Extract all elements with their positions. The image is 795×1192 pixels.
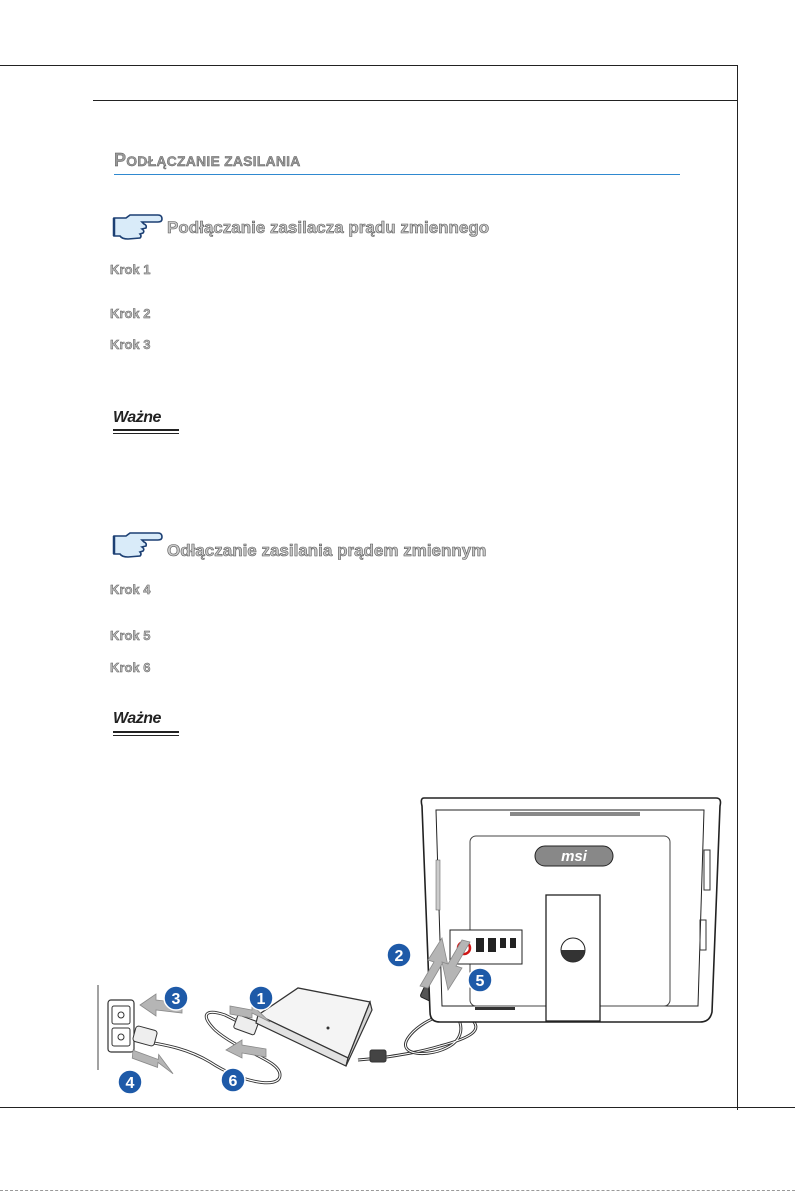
svg-text:1: 1 <box>256 991 266 1008</box>
important-note-1-rule <box>113 429 179 431</box>
step-1-label: Krok 1 <box>110 262 151 277</box>
svg-text:6: 6 <box>228 1073 238 1090</box>
section-title-rest: ODŁĄCZANIE ZASILANIA <box>126 153 301 169</box>
svg-text:4: 4 <box>125 1075 135 1092</box>
step-4-label: Krok 4 <box>110 582 151 597</box>
page-frame-bottom <box>0 1107 795 1108</box>
step-6-label: Krok 6 <box>110 660 151 675</box>
callout-3 <box>164 986 188 1010</box>
callout-4 <box>118 1070 142 1094</box>
all-in-one-pc-back <box>421 798 720 1022</box>
important-note-2-rule-2 <box>113 735 179 736</box>
step-3-label: Krok 3 <box>110 337 151 352</box>
connect-heading: Podłączanie zasilacza prądu zmiennego <box>167 218 490 237</box>
power-connection-illustration <box>90 790 730 1105</box>
section-title-rule <box>114 174 680 175</box>
section-title-cap: P <box>114 150 127 170</box>
disconnect-heading: Odłączanie zasilania prądem zmiennym <box>167 541 487 560</box>
important-note-1-rule-2 <box>113 433 179 434</box>
cut-line <box>0 1190 795 1191</box>
page-frame-top <box>0 65 738 66</box>
header-rule <box>93 100 737 101</box>
page-frame-right <box>737 65 738 1110</box>
svg-text:2: 2 <box>394 948 404 965</box>
svg-text:5: 5 <box>475 973 485 990</box>
arrow-4-unplug <box>131 1050 175 1074</box>
svg-text:3: 3 <box>171 991 181 1008</box>
important-note-1: Ważne <box>113 409 161 426</box>
pointing-hand-icon <box>112 212 164 242</box>
step-5-label: Krok 5 <box>110 628 151 643</box>
section-title <box>114 150 301 171</box>
important-note-2: Ważne <box>113 710 161 727</box>
brand-logo: msi <box>561 848 587 865</box>
wall-outlet <box>98 985 134 1070</box>
important-note-2-rule <box>113 731 179 733</box>
callout-2 <box>387 943 411 967</box>
step-2-label: Krok 2 <box>110 306 151 321</box>
callout-1 <box>249 986 273 1010</box>
callout-6 <box>221 1068 245 1092</box>
pointing-hand-icon <box>112 530 164 560</box>
callout-5 <box>468 968 492 992</box>
